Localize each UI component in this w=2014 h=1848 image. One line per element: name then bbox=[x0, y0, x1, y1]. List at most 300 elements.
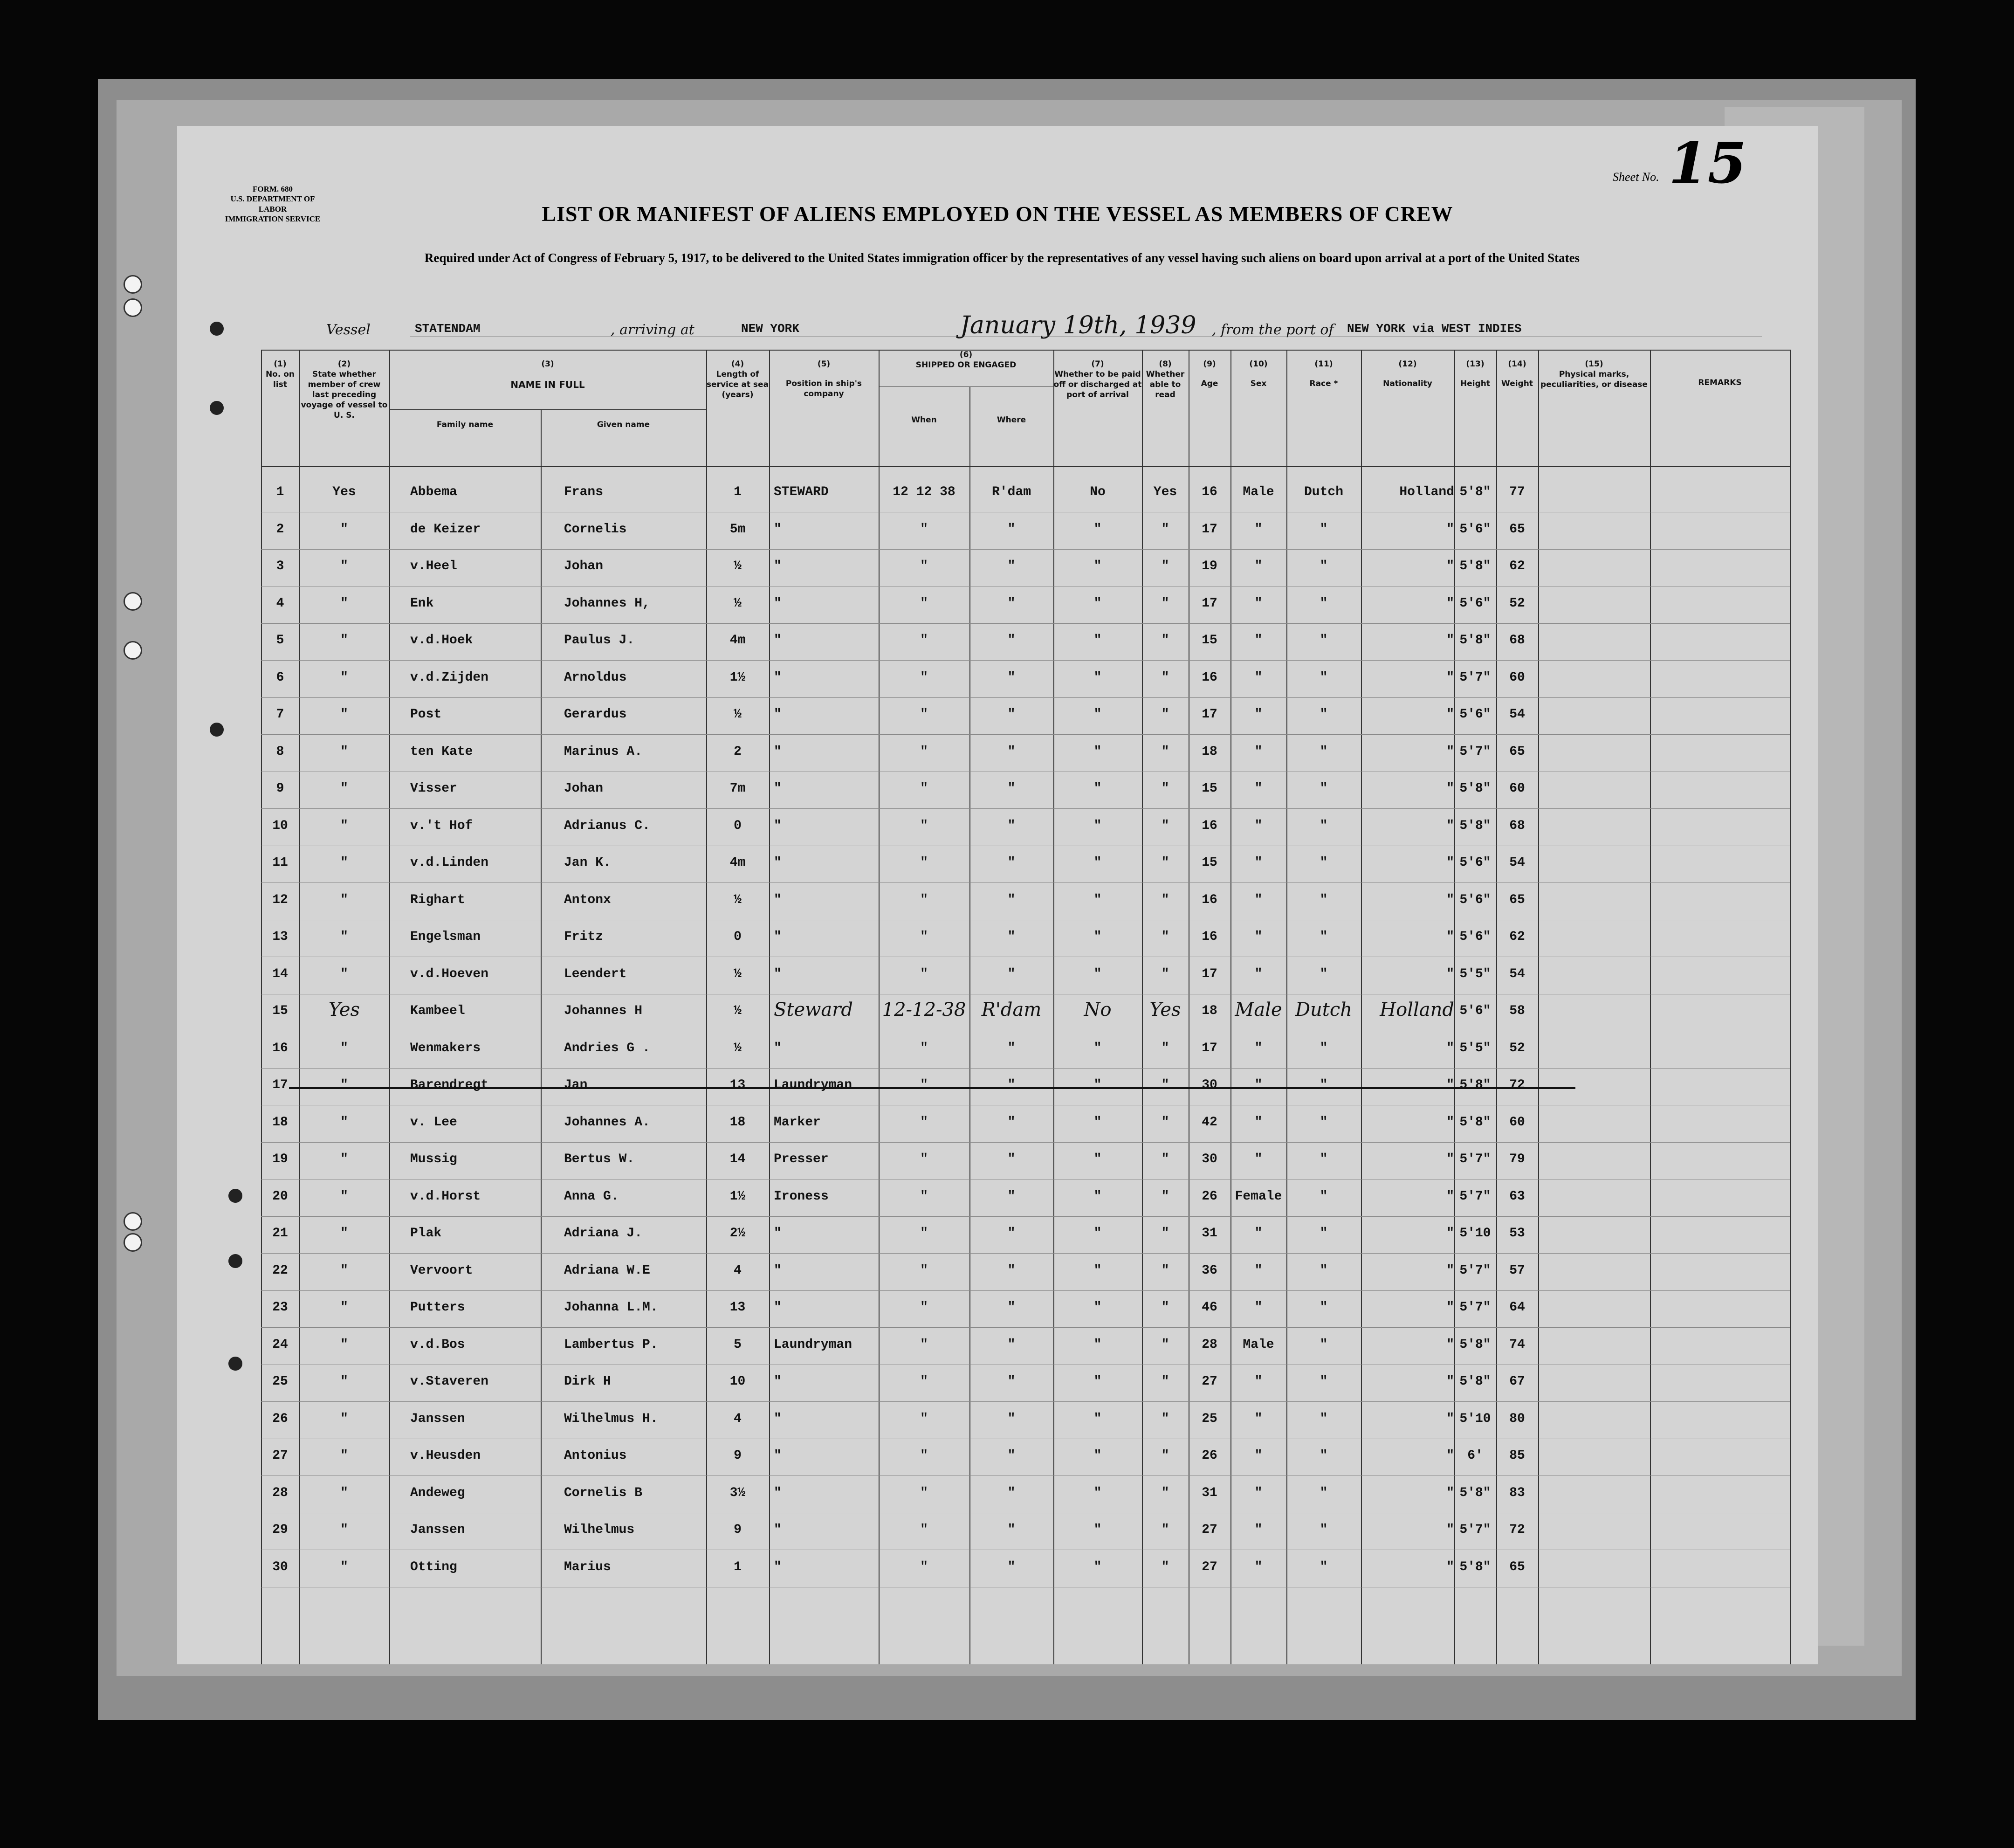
cell-when: " bbox=[920, 633, 928, 648]
cell-read: " bbox=[1161, 633, 1169, 648]
cell-nat: " bbox=[1446, 892, 1454, 907]
cell-nat: " bbox=[1446, 1226, 1454, 1241]
cell-race: " bbox=[1320, 744, 1328, 759]
cell-member: " bbox=[340, 1559, 348, 1574]
cell-no: 15 bbox=[272, 1004, 288, 1018]
cell-given: Anna G. bbox=[564, 1189, 619, 1204]
cell-paid: " bbox=[1093, 522, 1102, 537]
department-line: U.S. DEPARTMENT OF LABOR bbox=[230, 194, 315, 214]
cell-race: " bbox=[1320, 781, 1328, 796]
cell-given: Bertus W. bbox=[564, 1152, 635, 1166]
cell-sex: " bbox=[1254, 1448, 1263, 1463]
cell-read: " bbox=[1161, 1152, 1169, 1166]
cell-age: 17 bbox=[1202, 522, 1217, 537]
cell-given: Andries G . bbox=[564, 1041, 650, 1055]
cell-where: " bbox=[1007, 633, 1016, 648]
cell-sex: Male bbox=[1243, 1337, 1274, 1352]
cell-position: " bbox=[774, 781, 782, 796]
cell-read: " bbox=[1161, 818, 1169, 833]
cell-nat: " bbox=[1446, 670, 1454, 685]
cell-position: Presser bbox=[774, 1152, 829, 1166]
cell-race: " bbox=[1320, 818, 1328, 833]
cell-sex: " bbox=[1254, 522, 1263, 537]
cell-length: 9 bbox=[734, 1448, 742, 1463]
cell-member: " bbox=[340, 892, 348, 907]
cell-given: Leendert bbox=[564, 966, 627, 981]
cell-sex: " bbox=[1254, 892, 1263, 907]
cell-member: " bbox=[340, 1263, 348, 1278]
row-rule bbox=[261, 1401, 1790, 1402]
cell-given: Arnoldus bbox=[564, 670, 627, 685]
cell-race: " bbox=[1320, 1300, 1328, 1315]
cell-where: " bbox=[1007, 1448, 1016, 1463]
cell-sex: " bbox=[1254, 1226, 1263, 1241]
cell-family: Visser bbox=[410, 781, 457, 796]
cell-height: 5'5" bbox=[1459, 1041, 1491, 1055]
cell-paid: " bbox=[1093, 1152, 1102, 1166]
cell-paid: " bbox=[1093, 1078, 1102, 1092]
cell-read: " bbox=[1161, 1300, 1169, 1315]
cell-paid: " bbox=[1093, 1411, 1102, 1426]
row-rule bbox=[261, 549, 1790, 550]
cell-family: v.d.Horst bbox=[410, 1189, 481, 1204]
punch-hole bbox=[210, 401, 224, 415]
punch-hole bbox=[210, 723, 224, 737]
col-length-header: (4) Length of service at sea (years) bbox=[706, 359, 769, 400]
cell-no: 4 bbox=[276, 596, 284, 611]
cell-weight: 62 bbox=[1509, 930, 1525, 944]
cell-race: " bbox=[1320, 559, 1328, 573]
cell-no: 5 bbox=[276, 633, 284, 648]
col-when-header: When bbox=[911, 415, 937, 425]
row-rule bbox=[261, 1290, 1790, 1291]
cell-member: Yes bbox=[332, 485, 356, 499]
cell-where: " bbox=[1007, 596, 1016, 611]
cell-length: 2½ bbox=[729, 1226, 746, 1241]
cell-age: 16 bbox=[1202, 485, 1217, 499]
cell-nat: " bbox=[1446, 559, 1454, 573]
cell-nat: " bbox=[1446, 1078, 1454, 1092]
cell-race: " bbox=[1320, 522, 1328, 537]
cell-where: " bbox=[1007, 1485, 1016, 1500]
cell-length: 14 bbox=[729, 1152, 746, 1166]
col-shipped-header: (6) SHIPPED OR ENGAGED bbox=[915, 350, 1017, 370]
cell-sex: Female bbox=[1235, 1189, 1282, 1204]
cell-race: " bbox=[1320, 1263, 1328, 1278]
cell-weight: 65 bbox=[1509, 744, 1525, 759]
cell-when: " bbox=[920, 1041, 928, 1055]
cell-weight: 67 bbox=[1509, 1374, 1525, 1389]
cell-sex: " bbox=[1254, 1374, 1263, 1389]
cell-length: ½ bbox=[734, 892, 742, 907]
cell-when: " bbox=[920, 596, 928, 611]
cell-family: Plak bbox=[410, 1226, 442, 1241]
row-rule bbox=[261, 1068, 1790, 1069]
cell-sex: " bbox=[1254, 744, 1263, 759]
cell-when: " bbox=[920, 818, 928, 833]
binder-hole bbox=[124, 1233, 142, 1252]
from-label: , from the port of bbox=[1212, 322, 1334, 338]
cell-family: Enk bbox=[410, 596, 434, 611]
cell-member: " bbox=[340, 1226, 348, 1241]
cell-no: 18 bbox=[272, 1115, 288, 1130]
cell-height: 5'6" bbox=[1459, 707, 1491, 722]
cell-height: 5'8" bbox=[1459, 1374, 1491, 1389]
cell-position: " bbox=[774, 522, 782, 537]
cell-given: Fritz bbox=[564, 930, 604, 944]
cell-race: " bbox=[1320, 1189, 1328, 1204]
cell-race: " bbox=[1320, 1374, 1328, 1389]
cell-where: " bbox=[1007, 1152, 1016, 1166]
cell-read: " bbox=[1161, 522, 1169, 537]
cell-length: ½ bbox=[734, 707, 742, 722]
cell-age: 15 bbox=[1202, 855, 1217, 870]
cell-member: " bbox=[340, 781, 348, 796]
cell-height: 5'10 bbox=[1459, 1411, 1491, 1426]
cell-when: " bbox=[920, 522, 928, 537]
col-position-header: (5) Position in ship's company bbox=[785, 359, 862, 399]
cell-when: " bbox=[920, 966, 928, 981]
col-sex-header: (10) Sex bbox=[1249, 359, 1268, 389]
cell-length: ½ bbox=[734, 559, 742, 573]
col-read-header: (8) Whether able to read bbox=[1146, 359, 1185, 400]
cell-no: 16 bbox=[272, 1041, 288, 1055]
cell-no: 28 bbox=[272, 1485, 288, 1500]
cell-position: Laundryman bbox=[774, 1078, 852, 1092]
cell-position: " bbox=[774, 855, 782, 870]
cell-where: " bbox=[1007, 559, 1016, 573]
cell-family: v.d.Linden bbox=[410, 855, 489, 870]
cell-read: " bbox=[1161, 892, 1169, 907]
cell-where: " bbox=[1007, 707, 1016, 722]
cell-race: " bbox=[1320, 707, 1328, 722]
cell-height: 5'6" bbox=[1459, 522, 1491, 537]
cell-family: v.Staveren bbox=[410, 1374, 489, 1389]
cell-weight: 54 bbox=[1509, 966, 1525, 981]
cell-paid: " bbox=[1093, 892, 1102, 907]
cell-age: 30 bbox=[1202, 1078, 1217, 1092]
cell-nat: " bbox=[1446, 1263, 1454, 1278]
cell-read: " bbox=[1161, 1411, 1169, 1426]
cell-age: 17 bbox=[1202, 966, 1217, 981]
cell-race: " bbox=[1320, 892, 1328, 907]
cell-length: 1½ bbox=[729, 670, 746, 685]
cell-race: " bbox=[1320, 1041, 1328, 1055]
col-paid-header: (7) Whether to be paid off or discharged at port of arrival bbox=[1053, 359, 1142, 400]
cell-when: " bbox=[920, 930, 928, 944]
cell-nat: " bbox=[1446, 855, 1454, 870]
cell-read: " bbox=[1161, 930, 1169, 944]
cell-age: 27 bbox=[1202, 1523, 1217, 1537]
cell-age: 15 bbox=[1202, 781, 1217, 796]
cell-position: " bbox=[774, 633, 782, 648]
cell-sex: " bbox=[1254, 966, 1263, 981]
cell-when: " bbox=[920, 855, 928, 870]
cell-where: " bbox=[1007, 670, 1016, 685]
cell-paid: " bbox=[1093, 1300, 1102, 1315]
cell-given: Marius bbox=[564, 1559, 611, 1574]
cell-sex: Male bbox=[1235, 999, 1282, 1021]
cell-given: Frans bbox=[564, 485, 604, 499]
punch-hole bbox=[228, 1357, 242, 1371]
cell-race: " bbox=[1320, 1115, 1328, 1130]
cell-length: ½ bbox=[734, 1041, 742, 1055]
cell-race: " bbox=[1320, 1226, 1328, 1241]
cell-member: " bbox=[340, 1485, 348, 1500]
cell-when: 12-12-38 bbox=[882, 999, 966, 1021]
row-rule bbox=[261, 808, 1790, 809]
cell-sex: " bbox=[1254, 1078, 1263, 1092]
cell-where: R'dam bbox=[981, 999, 1042, 1021]
cell-position: " bbox=[774, 1559, 782, 1574]
cell-family: v.Heel bbox=[410, 559, 457, 573]
cell-race: " bbox=[1320, 1448, 1328, 1463]
binder-hole bbox=[124, 641, 142, 660]
cell-family: v.d.Hoek bbox=[410, 633, 473, 648]
cell-when: " bbox=[920, 1115, 928, 1130]
cell-where: " bbox=[1007, 1523, 1016, 1537]
cell-nat: " bbox=[1446, 1300, 1454, 1315]
col-member-header: (2) State whether member of crew last preceding voyage of vessel to U. S. bbox=[301, 359, 388, 421]
cell-given: Antonx bbox=[564, 892, 611, 907]
cell-read: " bbox=[1161, 596, 1169, 611]
cell-height: 5'8" bbox=[1459, 485, 1491, 499]
cell-when: " bbox=[920, 1523, 928, 1537]
cell-member: " bbox=[340, 1448, 348, 1463]
cell-no: 24 bbox=[272, 1337, 288, 1352]
cell-nat: " bbox=[1446, 781, 1454, 796]
cell-length: 1 bbox=[734, 1559, 742, 1574]
cell-weight: 83 bbox=[1509, 1485, 1525, 1500]
cell-paid: " bbox=[1093, 1448, 1102, 1463]
cell-weight: 79 bbox=[1509, 1152, 1525, 1166]
cell-height: 5'7" bbox=[1459, 670, 1491, 685]
cell-when: " bbox=[920, 1189, 928, 1204]
cell-weight: 85 bbox=[1509, 1448, 1525, 1463]
cell-race: " bbox=[1320, 966, 1328, 981]
cell-read: " bbox=[1161, 1448, 1169, 1463]
cell-weight: 60 bbox=[1509, 670, 1525, 685]
cell-height: 5'6" bbox=[1459, 596, 1491, 611]
col-weight-header: (14) Weight bbox=[1501, 359, 1533, 389]
cell-family: v.d.Bos bbox=[410, 1337, 465, 1352]
cell-age: 25 bbox=[1202, 1411, 1217, 1426]
cell-where: " bbox=[1007, 744, 1016, 759]
cell-family: Barendregt bbox=[410, 1078, 489, 1092]
cell-position: " bbox=[774, 1411, 782, 1426]
cell-given: Lambertus P. bbox=[564, 1337, 658, 1352]
cell-family: Mussig bbox=[410, 1152, 457, 1166]
cell-when: " bbox=[920, 1374, 928, 1389]
col-family-header: Family name bbox=[436, 420, 494, 429]
cell-read: " bbox=[1161, 559, 1169, 573]
col-age-header: (9) Age bbox=[1201, 359, 1218, 389]
cell-length: 2 bbox=[734, 744, 742, 759]
cell-height: 6' bbox=[1467, 1448, 1483, 1463]
cell-no: 8 bbox=[276, 744, 284, 759]
cell-no: 10 bbox=[272, 818, 288, 833]
cell-nat: " bbox=[1446, 1152, 1454, 1166]
cell-where: " bbox=[1007, 1337, 1016, 1352]
cell-read: " bbox=[1161, 1226, 1169, 1241]
cell-no: 7 bbox=[276, 707, 284, 722]
cell-no: 20 bbox=[272, 1189, 288, 1204]
cell-family: v.d.Zijden bbox=[410, 670, 489, 685]
cell-sex: " bbox=[1254, 1115, 1263, 1130]
cell-position: STEWARD bbox=[774, 485, 829, 499]
cell-no: 13 bbox=[272, 930, 288, 944]
cell-race: " bbox=[1320, 1559, 1328, 1574]
arriving-label: , arriving at bbox=[611, 322, 694, 338]
cell-when: " bbox=[920, 707, 928, 722]
cell-height: 5'8" bbox=[1459, 818, 1491, 833]
col-height-header: (13) Height bbox=[1460, 359, 1490, 389]
cell-weight: 60 bbox=[1509, 781, 1525, 796]
cell-height: 5'7" bbox=[1459, 1152, 1491, 1166]
cell-race: " bbox=[1320, 1337, 1328, 1352]
binder-hole bbox=[124, 592, 142, 611]
cell-family: Kambeel bbox=[410, 1004, 465, 1018]
cell-no: 29 bbox=[272, 1523, 288, 1537]
cell-sex: " bbox=[1254, 670, 1263, 685]
vessel-name: STATENDAM bbox=[415, 322, 481, 336]
row-rule bbox=[261, 734, 1790, 735]
cell-member: " bbox=[340, 1189, 348, 1204]
cell-length: ½ bbox=[734, 1004, 742, 1018]
cell-paid: " bbox=[1093, 633, 1102, 648]
cell-position: " bbox=[774, 1300, 782, 1315]
manifest-page bbox=[177, 126, 1818, 1664]
cell-read: " bbox=[1161, 966, 1169, 981]
col-marks-header: (15) Physical marks, peculiarities, or disease bbox=[1540, 359, 1648, 390]
cell-position: " bbox=[774, 966, 782, 981]
cell-race: Dutch bbox=[1304, 485, 1343, 499]
cell-when: " bbox=[920, 1411, 928, 1426]
cell-member: " bbox=[340, 744, 348, 759]
cell-when: " bbox=[920, 1226, 928, 1241]
cell-height: 5'8" bbox=[1459, 559, 1491, 573]
cell-age: 42 bbox=[1202, 1115, 1217, 1130]
cell-weight: 63 bbox=[1509, 1189, 1525, 1204]
cell-where: " bbox=[1007, 522, 1016, 537]
cell-length: ½ bbox=[734, 596, 742, 611]
cell-position: Ironess bbox=[774, 1189, 829, 1204]
arrival-date: January 19th, 1939 bbox=[960, 311, 1196, 339]
cell-read: " bbox=[1161, 1115, 1169, 1130]
cell-paid: " bbox=[1093, 670, 1102, 685]
cell-height: 5'7" bbox=[1459, 1523, 1491, 1537]
cell-length: 5m bbox=[729, 522, 746, 537]
cell-member: " bbox=[340, 1374, 348, 1389]
cell-when: " bbox=[920, 1078, 928, 1092]
cell-length: 10 bbox=[729, 1374, 746, 1389]
binder-hole bbox=[124, 1212, 142, 1231]
cell-nat: " bbox=[1446, 930, 1454, 944]
cell-position: " bbox=[774, 1041, 782, 1055]
cell-read: " bbox=[1161, 855, 1169, 870]
cell-given: Johan bbox=[564, 559, 604, 573]
row-rule bbox=[261, 1253, 1790, 1254]
cell-weight: 52 bbox=[1509, 596, 1525, 611]
cell-nat: " bbox=[1446, 744, 1454, 759]
cell-where: " bbox=[1007, 1559, 1016, 1574]
cell-where: " bbox=[1007, 781, 1016, 796]
cell-given: Adriana J. bbox=[564, 1226, 643, 1241]
row-rule bbox=[261, 623, 1790, 624]
cell-weight: 58 bbox=[1509, 1004, 1525, 1018]
cell-age: 28 bbox=[1202, 1337, 1217, 1352]
cell-paid: " bbox=[1093, 966, 1102, 981]
page-title: LIST OR MANIFEST OF ALIENS EMPLOYED ON THE VESSEL AS MEMBERS OF CREW bbox=[542, 202, 1453, 226]
cell-paid: " bbox=[1093, 1337, 1102, 1352]
row-rule bbox=[261, 1216, 1790, 1217]
cell-sex: " bbox=[1254, 781, 1263, 796]
cell-family: Post bbox=[410, 707, 442, 722]
cell-age: 26 bbox=[1202, 1189, 1217, 1204]
cell-no: 27 bbox=[272, 1448, 288, 1463]
page-subtitle: Required under Act of Congress of February 5, 1917, to be delivered to the United States immigration officer by the representatives of any vessel having such aliens on board upon arrival at a port of the United States bbox=[424, 251, 1580, 265]
cell-age: 16 bbox=[1202, 930, 1217, 944]
cell-nat: " bbox=[1446, 1337, 1454, 1352]
cell-family: Engelsman bbox=[410, 930, 481, 944]
cell-age: 16 bbox=[1202, 818, 1217, 833]
cell-position: Steward bbox=[774, 999, 853, 1021]
cell-age: 31 bbox=[1202, 1226, 1217, 1241]
cell-member: " bbox=[340, 522, 348, 537]
cell-sex: " bbox=[1254, 633, 1263, 648]
cell-no: 23 bbox=[272, 1300, 288, 1315]
cell-given: Adrianus C. bbox=[564, 818, 650, 833]
cell-given: Johannes H, bbox=[564, 596, 650, 611]
cell-race: " bbox=[1320, 855, 1328, 870]
binder-hole bbox=[124, 275, 142, 294]
cell-age: 17 bbox=[1202, 707, 1217, 722]
cell-paid: No bbox=[1084, 999, 1112, 1021]
cell-family: Otting bbox=[410, 1559, 457, 1574]
cell-height: 5'8" bbox=[1459, 1078, 1491, 1092]
cell-paid: " bbox=[1093, 707, 1102, 722]
cell-position: " bbox=[774, 1374, 782, 1389]
cell-sex: " bbox=[1254, 855, 1263, 870]
cell-height: 5'7" bbox=[1459, 1263, 1491, 1278]
cell-nat: " bbox=[1446, 1485, 1454, 1500]
cell-length: 7m bbox=[729, 781, 746, 796]
cell-sex: Male bbox=[1243, 485, 1274, 499]
cell-nat: " bbox=[1446, 1559, 1454, 1574]
cell-sex: " bbox=[1254, 596, 1263, 611]
cell-position: " bbox=[774, 1523, 782, 1537]
cell-length: 9 bbox=[734, 1523, 742, 1537]
cell-position: " bbox=[774, 892, 782, 907]
cell-age: 27 bbox=[1202, 1559, 1217, 1574]
cell-paid: " bbox=[1093, 818, 1102, 833]
cell-given: Paulus J. bbox=[564, 633, 635, 648]
service-line: IMMIGRATION SERVICE bbox=[225, 214, 321, 223]
cell-given: Cornelis bbox=[564, 522, 627, 537]
cell-weight: 74 bbox=[1509, 1337, 1525, 1352]
cell-where: " bbox=[1007, 1226, 1016, 1241]
cell-length: 1½ bbox=[729, 1189, 746, 1204]
cell-weight: 54 bbox=[1509, 855, 1525, 870]
cell-sex: " bbox=[1254, 1559, 1263, 1574]
cell-read: " bbox=[1161, 1337, 1169, 1352]
cell-read: " bbox=[1161, 781, 1169, 796]
cell-height: 5'5" bbox=[1459, 966, 1491, 981]
cell-position: " bbox=[774, 818, 782, 833]
cell-height: 5'8" bbox=[1459, 1337, 1491, 1352]
arrival-port: NEW YORK bbox=[741, 322, 799, 336]
cell-race: " bbox=[1320, 930, 1328, 944]
